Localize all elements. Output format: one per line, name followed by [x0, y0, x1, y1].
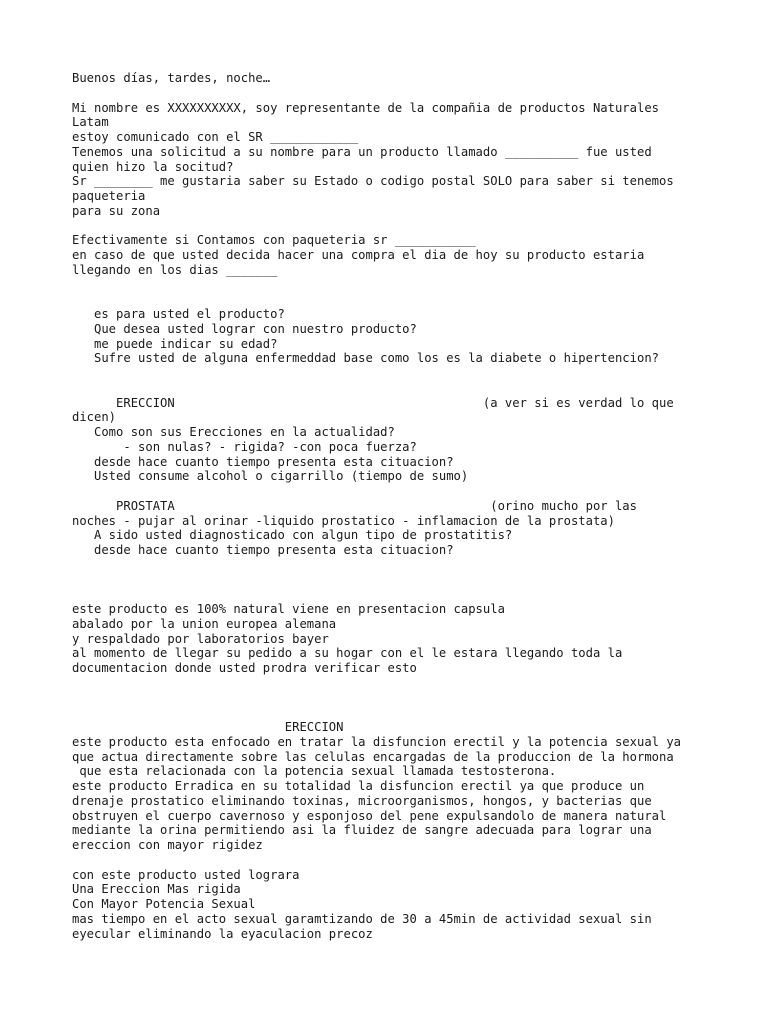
benefits-paragraph — [72, 868, 712, 942]
text-line: Tenemos una solicitud a su nombre para un producto llamado __________ fue usted — [72, 144, 652, 159]
text-line: Latam — [72, 115, 109, 130]
spacer — [72, 86, 712, 101]
spacer — [72, 558, 712, 602]
text-line: estoy comunicado con el SR ____________ — [72, 130, 359, 144]
question-line: me puede indicar su edad? — [72, 336, 278, 351]
question-line: Usted consume alcohol o cigarrillo (tiempo de sumo) — [72, 469, 469, 484]
question-line: es para usted el producto? — [72, 307, 285, 321]
delivery-paragraph — [72, 233, 712, 277]
spacer — [72, 219, 712, 234]
text-line: mas tiempo en el acto sexual garamtizando de 30 a 45min de actividad sexual sin — [72, 911, 652, 926]
text-line: eyecular eliminando la eyaculacion precoz — [72, 926, 373, 941]
text-line: que esta relacionada con la potencia sexual llamada testosterona. — [72, 764, 557, 779]
question-line: desde hace cuanto tiempo presenta esta cituacion? — [72, 543, 454, 557]
question-line: Que desea usted lograr con nuestro producto? — [72, 321, 417, 336]
question-line: desde hace cuanto tiempo presenta esta cituacion? — [72, 454, 454, 469]
ereccion-questions — [72, 396, 712, 485]
text-line: Una Ereccion Mas rigida — [72, 882, 241, 897]
ereccion-heading-line: ERECCION (a ver si es verdad lo que — [72, 395, 674, 410]
text-line: Sr ________ me gustaria saber su Estado o codigo postal SOLO para saber si tenemos — [72, 174, 674, 189]
question-line: A sido usted diagnosticado con algun tipo de prostatitis? — [72, 528, 513, 543]
text-line: y respaldado por laboratorios bayer — [72, 631, 329, 646]
prostata-questions — [72, 499, 712, 558]
text-line: drenaje prostatico eliminando toxinas, microorganismos, hongos, y bacterias que — [72, 793, 652, 808]
text-line: llegando en los dias _______ — [72, 262, 278, 277]
text-line: obstruyen el cuerpo cavernoso y esponjoso del pene expulsandolo de manera natural — [72, 808, 667, 823]
spacer — [72, 676, 712, 720]
text-line: que actua directamente sobre las celulas encargadas de la produccion de la hormona — [72, 749, 674, 764]
text-line: Mi nombre es XXXXXXXXXX, soy representante de la compañia de productos Naturales — [72, 100, 659, 115]
text-line: quien hizo la socitud? — [72, 159, 234, 174]
text-line: este producto Erradica en su totalidad la disfuncion erectil ya que produce un — [72, 779, 645, 793]
text-line: al momento de llegar su pedido a su hogar con el le estara llegando toda la — [72, 646, 623, 661]
spacer — [72, 366, 712, 396]
section-heading: ERECCION — [72, 720, 344, 734]
spacer — [72, 853, 712, 868]
questions-list — [72, 307, 712, 366]
text-line: ereccion con mayor rigidez — [72, 838, 263, 852]
product-info-paragraph — [72, 602, 712, 676]
text-line: paqueteria — [72, 189, 146, 203]
spacer — [72, 484, 712, 499]
prostata-heading-line: PROSTATA (orino mucho por las — [72, 498, 637, 513]
question-line: Sufre usted de alguna enfermeddad base como los es la diabete o hipertencion? — [72, 351, 659, 366]
question-line: Como son sus Erecciones en la actualidad? — [72, 425, 395, 439]
intro-paragraph — [72, 101, 712, 219]
text-line: noches - pujar al orinar -liquido prostatico - inflamacion de la prostata) — [72, 513, 615, 528]
text-line: Efectivamente si Contamos con paqueteria sr ___________ — [72, 233, 476, 248]
ereccion-section — [72, 720, 712, 853]
question-line: - son nulas? - rigida? -con poca fuerza? — [72, 439, 417, 454]
greeting-line: Buenos días, tardes, noche… — [72, 71, 271, 85]
text-line: dicen) — [72, 410, 117, 425]
text-line: para su zona — [72, 203, 161, 218]
text-line: mediante la orina permitiendo asi la fluidez de sangre adecuada para lograr una — [72, 823, 652, 838]
text-line: documentacion donde usted prodra verificar esto — [72, 661, 417, 675]
text-line: con este producto usted lograra — [72, 867, 300, 882]
text-line: abalado por la union europea alemana — [72, 616, 337, 631]
text-line: este producto es 100% natural viene en presentacion capsula — [72, 602, 505, 616]
spacer — [72, 278, 712, 308]
document-page — [72, 71, 712, 941]
text-line: en caso de que usted decida hacer una compra el dia de hoy su producto estaria — [72, 248, 645, 262]
text-line: Con Mayor Potencia Sexual — [72, 897, 256, 911]
text-line: este producto esta enfocado en tratar la disfuncion erectil y la potencia sexual ya — [72, 734, 682, 749]
